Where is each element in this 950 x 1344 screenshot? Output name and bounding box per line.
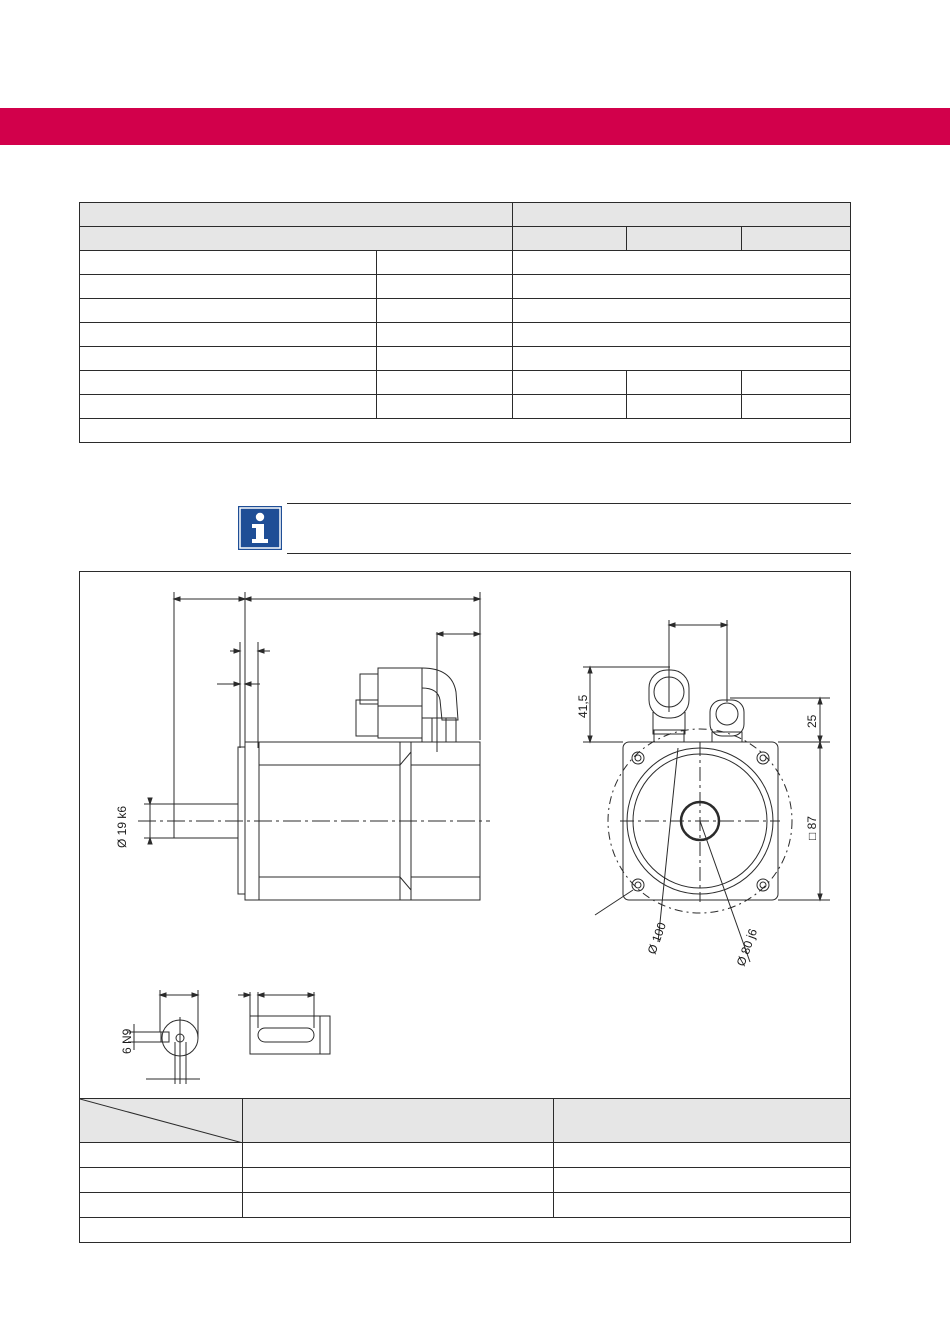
spec-header-cell [742,227,851,251]
table-row [80,251,851,275]
table-row [80,347,851,371]
dimension-header-cell [554,1099,851,1143]
brand-header-band [0,108,950,145]
technical-drawing-svg [80,572,850,1099]
diagonal-header-cell [80,1099,243,1143]
table-row [80,1143,851,1168]
table-row [80,323,851,347]
pilot-diameter-label: Ø 80 j6 [733,926,761,969]
information-icon [238,506,282,550]
spec-header-cell [80,203,513,227]
spec-header-cell [513,227,627,251]
spec-header-row [80,203,851,227]
table-row [80,1168,851,1193]
specification-table [79,202,851,443]
keyway-width-label: 6 N9 [120,1028,134,1054]
table-row [80,1193,851,1218]
shaft-end-detail [128,990,330,1084]
spec-header-cell [513,203,851,227]
dimension-header-row [80,1099,851,1143]
dimension-drawing [79,571,851,1099]
spec-header-cell [627,227,742,251]
flange-square-label: □ 87 [805,816,819,840]
table-row [80,395,851,419]
table-row [80,275,851,299]
table-row [80,299,851,323]
info-rule-bottom [287,553,851,554]
bolt-circle-label: Ø 100 [644,920,670,957]
info-note [238,503,851,555]
spec-subheader-row [80,227,851,251]
dimension-table [79,1098,851,1243]
spec-header-cell [80,227,513,251]
table-row [80,371,851,395]
table-footnote-row [80,1218,851,1243]
motor-front-view [583,620,830,962]
diagonal-line [80,1099,243,1143]
info-rule-top [287,503,851,504]
shaft-diameter-label: Ø 19 k6 [115,805,129,848]
connector-height-label: 41,5 [576,694,590,718]
dimension-header-cell [242,1099,554,1143]
small-connector-height-label: 25 [805,714,819,728]
table-footnote-row [80,419,851,443]
motor-side-view [138,592,490,900]
